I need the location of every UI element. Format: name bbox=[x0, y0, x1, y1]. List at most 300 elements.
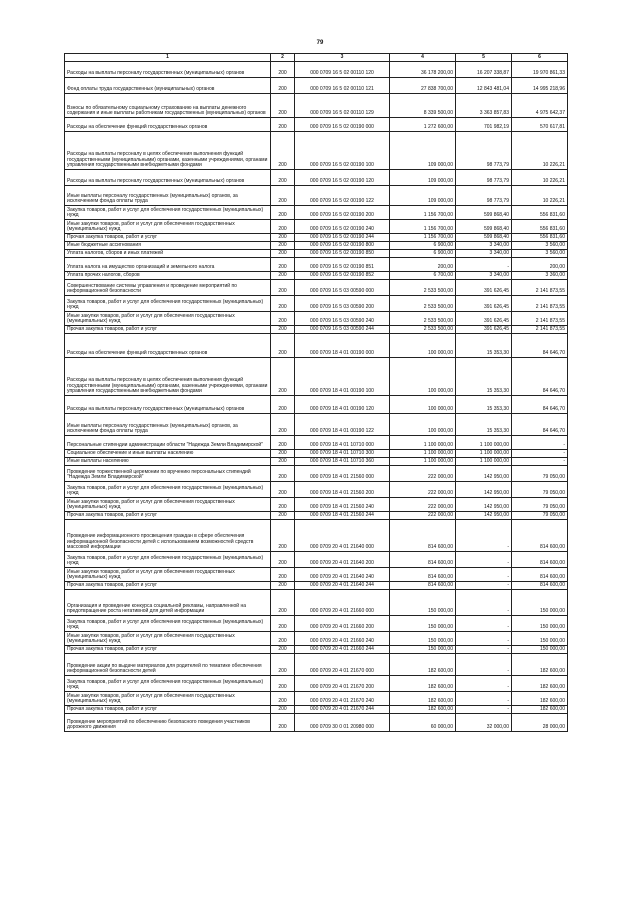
column-header-1: 1 bbox=[65, 54, 271, 62]
row-executed-cell: 1 100 000,00 bbox=[456, 450, 512, 458]
row-approved-cell: 100 000,00 bbox=[390, 414, 456, 436]
row-executed-cell: 15 353,30 bbox=[456, 334, 512, 358]
row-approved-cell: 150 000,00 bbox=[390, 646, 456, 654]
row-name-cell: Социальное обеспечение и иные выплаты населению bbox=[65, 450, 271, 458]
table-row bbox=[65, 552, 568, 568]
row-code-cell: 000 0709 16 5 02 00190 850 bbox=[295, 250, 390, 258]
row-executed-cell: - bbox=[456, 520, 512, 552]
row-column2-cell: 200 bbox=[271, 590, 295, 616]
row-approved-cell: 150 000,00 bbox=[390, 590, 456, 616]
row-name-cell: Закупка товаров, работ и услуг для обеспечения государственных (муниципальных) нужд bbox=[65, 482, 271, 498]
row-executed-cell: 3 340,00 bbox=[456, 242, 512, 250]
row-approved-cell: 100 000,00 bbox=[390, 334, 456, 358]
row-name-cell: Проведение информационного просвещения граждан в сфере обеспечения информационной безопасности детей с использованием возможностей средств массовой информации bbox=[65, 520, 271, 552]
row-name-cell: Иные выплаты населению bbox=[65, 458, 271, 466]
row-code-cell: 000 0709 18 4 01 00190 120 bbox=[295, 396, 390, 414]
table-row bbox=[65, 334, 568, 358]
row-name-cell: Расходы на выплаты персоналу в целях обеспечения выполнения функций государственными (муниципальными) органами, казенными учреждениями, органами управления государственными внебюджетными фондами bbox=[65, 132, 271, 170]
row-unexecuted-cell: 79 050,00 bbox=[512, 482, 568, 498]
row-executed-cell: - bbox=[456, 568, 512, 582]
row-column2-cell: 200 bbox=[271, 692, 295, 706]
row-code-cell: 000 0709 16 5 02 00190 852 bbox=[295, 272, 390, 280]
table-row bbox=[65, 706, 568, 714]
row-approved-cell: 200,00 bbox=[390, 258, 456, 272]
row-code-cell: 000 0709 16 5 02 00190 122 bbox=[295, 186, 390, 206]
row-name-cell: Фонд оплаты труда государственных (муниципальных) органов bbox=[65, 78, 271, 94]
row-column2-cell: 200 bbox=[271, 358, 295, 396]
row-approved-cell: 182 600,00 bbox=[390, 692, 456, 706]
row-approved-cell: 150 000,00 bbox=[390, 632, 456, 646]
row-column2-cell: 200 bbox=[271, 482, 295, 498]
row-code-cell: 000 0709 18 4 01 00190 100 bbox=[295, 358, 390, 396]
row-name-cell: Иные закупки товаров, работ и услуг для обеспечения государственных (муниципальных) нужд bbox=[65, 220, 271, 234]
table-row bbox=[65, 632, 568, 646]
table-row bbox=[65, 646, 568, 654]
row-column2-cell: 200 bbox=[271, 272, 295, 280]
row-approved-cell: 6 900,00 bbox=[390, 242, 456, 250]
row-unexecuted-cell: 2 141 873,55 bbox=[512, 280, 568, 296]
row-name-cell: Иные выплаты персоналу государственных (муниципальных) органов, за исключением фонда оплаты труда bbox=[65, 414, 271, 436]
table-row bbox=[65, 568, 568, 582]
row-name-cell: Закупка товаров, работ и услуг для обеспечения государственных (муниципальных) нужд bbox=[65, 296, 271, 312]
row-executed-cell: 599 868,40 bbox=[456, 206, 512, 220]
table-row bbox=[65, 414, 568, 436]
row-unexecuted-cell: 2 141 873,55 bbox=[512, 326, 568, 334]
row-column2-cell: 200 bbox=[271, 206, 295, 220]
row-code-cell: 000 0709 16 5 02 00110 129 bbox=[295, 94, 390, 118]
row-code-cell: 000 0709 18 4 01 00190 122 bbox=[295, 414, 390, 436]
row-code-cell: 000 0709 16 5 02 00190 244 bbox=[295, 234, 390, 242]
table-row bbox=[65, 220, 568, 234]
table-row bbox=[65, 170, 568, 186]
table-row bbox=[65, 676, 568, 692]
row-unexecuted-cell: 182 600,00 bbox=[512, 706, 568, 714]
column-header-row bbox=[65, 54, 568, 62]
row-unexecuted-cell: 28 000,00 bbox=[512, 714, 568, 732]
row-column2-cell: 200 bbox=[271, 568, 295, 582]
row-column2-cell: 200 bbox=[271, 414, 295, 436]
row-unexecuted-cell: 150 000,00 bbox=[512, 590, 568, 616]
row-name-cell: Уплата прочих налогов, сборов bbox=[65, 272, 271, 280]
table-row bbox=[65, 118, 568, 132]
row-executed-cell: 3 363 857,83 bbox=[456, 94, 512, 118]
row-approved-cell: 100 000,00 bbox=[390, 358, 456, 396]
row-unexecuted-cell: - bbox=[512, 458, 568, 466]
row-column2-cell: 200 bbox=[271, 170, 295, 186]
row-column2-cell: 200 bbox=[271, 552, 295, 568]
row-name-cell: Расходы на выплаты персоналу государственных (муниципальных) органов bbox=[65, 170, 271, 186]
row-approved-cell: 36 178 200,00 bbox=[390, 62, 456, 78]
row-column2-cell: 200 bbox=[271, 512, 295, 520]
row-unexecuted-cell: 556 831,60 bbox=[512, 234, 568, 242]
row-unexecuted-cell: 182 600,00 bbox=[512, 654, 568, 676]
row-code-cell: 000 0709 16 5 02 00190 100 bbox=[295, 132, 390, 170]
table-row bbox=[65, 482, 568, 498]
row-executed-cell: 1 100 000,00 bbox=[456, 458, 512, 466]
row-code-cell: 000 0709 16 5 03 00590 240 bbox=[295, 312, 390, 326]
row-unexecuted-cell: - bbox=[512, 436, 568, 450]
row-unexecuted-cell: 150 000,00 bbox=[512, 632, 568, 646]
table-row bbox=[65, 186, 568, 206]
row-unexecuted-cell: 4 975 642,37 bbox=[512, 94, 568, 118]
row-column2-cell: 200 bbox=[271, 326, 295, 334]
table-row bbox=[65, 62, 568, 78]
row-name-cell: Иные бюджетные ассигнования bbox=[65, 242, 271, 250]
row-executed-cell: - bbox=[456, 706, 512, 714]
row-code-cell: 000 0709 16 5 02 00190 000 bbox=[295, 118, 390, 132]
row-approved-cell: 222 000,00 bbox=[390, 482, 456, 498]
row-column2-cell: 200 bbox=[271, 520, 295, 552]
row-approved-cell: 150 000,00 bbox=[390, 616, 456, 632]
row-approved-cell: 182 600,00 bbox=[390, 676, 456, 692]
table-row bbox=[65, 396, 568, 414]
table-row bbox=[65, 520, 568, 552]
row-column2-cell: 200 bbox=[271, 250, 295, 258]
budget-table bbox=[64, 53, 568, 732]
row-unexecuted-cell: 150 000,00 bbox=[512, 616, 568, 632]
row-column2-cell: 200 bbox=[271, 714, 295, 732]
row-executed-cell: 391 626,45 bbox=[456, 296, 512, 312]
row-code-cell: 000 0709 16 5 02 00110 121 bbox=[295, 78, 390, 94]
table-body bbox=[65, 62, 568, 732]
row-executed-cell: 142 950,00 bbox=[456, 466, 512, 482]
row-approved-cell: 1 272 600,00 bbox=[390, 118, 456, 132]
table-row bbox=[65, 312, 568, 326]
row-unexecuted-cell: 814 600,00 bbox=[512, 520, 568, 552]
row-column2-cell: 200 bbox=[271, 676, 295, 692]
column-header-2: 2 bbox=[271, 54, 295, 62]
row-name-cell: Иные закупки товаров, работ и услуг для обеспечения государственных (муниципальных) нужд bbox=[65, 498, 271, 512]
row-name-cell: Прочая закупка товаров, работ и услуг bbox=[65, 582, 271, 590]
row-executed-cell: 16 207 338,87 bbox=[456, 62, 512, 78]
row-column2-cell: 200 bbox=[271, 132, 295, 170]
column-header-5: 5 bbox=[456, 54, 512, 62]
row-unexecuted-cell: 814 600,00 bbox=[512, 552, 568, 568]
row-executed-cell: 98 773,79 bbox=[456, 186, 512, 206]
row-executed-cell: 1 100 000,00 bbox=[456, 436, 512, 450]
row-name-cell: Прочая закупка товаров, работ и услуг bbox=[65, 706, 271, 714]
row-column2-cell: 200 bbox=[271, 334, 295, 358]
row-code-cell: 000 0709 20 4 01 21660 200 bbox=[295, 616, 390, 632]
row-unexecuted-cell: 10 226,21 bbox=[512, 170, 568, 186]
row-name-cell: Иные закупки товаров, работ и услуг для обеспечения государственных (муниципальных) нужд bbox=[65, 632, 271, 646]
row-name-cell: Проведение акции по выдаче материалов для родителей по тематике обеспечения информационной безопасности детей bbox=[65, 654, 271, 676]
row-executed-cell: - bbox=[456, 646, 512, 654]
row-approved-cell: 182 600,00 bbox=[390, 706, 456, 714]
table-row bbox=[65, 498, 568, 512]
row-code-cell: 000 0709 18 4 01 10710 300 bbox=[295, 450, 390, 458]
table-row bbox=[65, 450, 568, 458]
table-row bbox=[65, 272, 568, 280]
row-name-cell: Прочая закупка товаров, работ и услуг bbox=[65, 326, 271, 334]
row-code-cell: 000 0709 16 5 02 00190 120 bbox=[295, 170, 390, 186]
row-column2-cell: 200 bbox=[271, 118, 295, 132]
row-unexecuted-cell: 3 560,00 bbox=[512, 242, 568, 250]
row-name-cell: Расходы на обеспечение функций государственных органов bbox=[65, 118, 271, 132]
row-code-cell: 000 0709 16 5 02 00190 200 bbox=[295, 206, 390, 220]
row-column2-cell: 200 bbox=[271, 280, 295, 296]
row-code-cell: 000 0709 16 5 02 00110 120 bbox=[295, 62, 390, 78]
row-approved-cell: 2 533 500,00 bbox=[390, 326, 456, 334]
row-name-cell: Персональные стипендии администрации области "Надежда Земли Владимирской" bbox=[65, 436, 271, 450]
row-column2-cell: 200 bbox=[271, 436, 295, 450]
row-approved-cell: 8 339 500,00 bbox=[390, 94, 456, 118]
row-name-cell: Расходы на выплаты персоналу государственных (муниципальных) органов bbox=[65, 396, 271, 414]
row-approved-cell: 814 600,00 bbox=[390, 520, 456, 552]
row-unexecuted-cell: 84 646,70 bbox=[512, 414, 568, 436]
row-executed-cell: - bbox=[456, 692, 512, 706]
row-name-cell: Иные закупки товаров, работ и услуг для обеспечения государственных (муниципальных) нужд bbox=[65, 568, 271, 582]
row-approved-cell: 2 533 500,00 bbox=[390, 296, 456, 312]
row-column2-cell: 200 bbox=[271, 646, 295, 654]
table-row bbox=[65, 590, 568, 616]
row-code-cell: 000 0709 30 0 01 20980 000 bbox=[295, 714, 390, 732]
row-column2-cell: 200 bbox=[271, 186, 295, 206]
row-code-cell: 000 0709 18 4 01 10710 360 bbox=[295, 458, 390, 466]
row-code-cell: 000 0709 16 5 03 00590 244 bbox=[295, 326, 390, 334]
row-unexecuted-cell: 79 050,00 bbox=[512, 512, 568, 520]
row-code-cell: 000 0709 16 5 03 00590 000 bbox=[295, 280, 390, 296]
row-name-cell: Прочая закупка товаров, работ и услуг bbox=[65, 512, 271, 520]
row-executed-cell: 15 353,30 bbox=[456, 414, 512, 436]
row-name-cell: Уплата налогов, сборов и иных платежей bbox=[65, 250, 271, 258]
row-executed-cell: 3 340,00 bbox=[456, 250, 512, 258]
row-column2-cell: 200 bbox=[271, 654, 295, 676]
row-unexecuted-cell: 200,00 bbox=[512, 258, 568, 272]
row-unexecuted-cell: 79 050,00 bbox=[512, 466, 568, 482]
row-executed-cell: 391 626,45 bbox=[456, 326, 512, 334]
row-approved-cell: 222 000,00 bbox=[390, 512, 456, 520]
column-header-4: 4 bbox=[390, 54, 456, 62]
row-code-cell: 000 0709 16 5 02 00190 800 bbox=[295, 242, 390, 250]
row-unexecuted-cell: 84 646,70 bbox=[512, 358, 568, 396]
row-name-cell: Взносы по обязательному социальному страхованию на выплаты денежного содержания и иные выплаты работникам государственных (муниципальных) органов bbox=[65, 94, 271, 118]
row-approved-cell: 814 600,00 bbox=[390, 568, 456, 582]
row-unexecuted-cell: 10 226,21 bbox=[512, 186, 568, 206]
row-unexecuted-cell: 182 600,00 bbox=[512, 676, 568, 692]
table-row bbox=[65, 616, 568, 632]
row-name-cell: Закупка товаров, работ и услуг для обеспечения государственных (муниципальных) нужд bbox=[65, 676, 271, 692]
row-executed-cell: 391 626,45 bbox=[456, 280, 512, 296]
row-unexecuted-cell: 556 831,60 bbox=[512, 220, 568, 234]
row-column2-cell: 200 bbox=[271, 78, 295, 94]
row-executed-cell: 15 353,30 bbox=[456, 358, 512, 396]
row-unexecuted-cell: 79 050,00 bbox=[512, 498, 568, 512]
row-approved-cell: 182 600,00 bbox=[390, 654, 456, 676]
row-approved-cell: 2 533 500,00 bbox=[390, 312, 456, 326]
row-approved-cell: 814 600,00 bbox=[390, 582, 456, 590]
row-code-cell: 000 0709 20 4 01 21640 240 bbox=[295, 568, 390, 582]
row-unexecuted-cell: 570 617,81 bbox=[512, 118, 568, 132]
row-code-cell: 000 0709 18 4 01 00190 000 bbox=[295, 334, 390, 358]
row-executed-cell: 599 868,40 bbox=[456, 220, 512, 234]
row-executed-cell: - bbox=[456, 632, 512, 646]
row-executed-cell: - bbox=[456, 676, 512, 692]
row-column2-cell: 200 bbox=[271, 296, 295, 312]
row-approved-cell: 6 700,00 bbox=[390, 272, 456, 280]
row-executed-cell: 599 868,40 bbox=[456, 234, 512, 242]
row-column2-cell: 200 bbox=[271, 258, 295, 272]
row-column2-cell: 200 bbox=[271, 220, 295, 234]
table-row bbox=[65, 94, 568, 118]
row-name-cell: Расходы на обеспечение функций государственных органов bbox=[65, 334, 271, 358]
table-row bbox=[65, 258, 568, 272]
row-name-cell: Закупка товаров, работ и услуг для обеспечения государственных (муниципальных) нужд bbox=[65, 552, 271, 568]
row-executed-cell: 32 000,00 bbox=[456, 714, 512, 732]
row-column2-cell: 200 bbox=[271, 94, 295, 118]
row-executed-cell: 142 950,00 bbox=[456, 482, 512, 498]
row-name-cell: Закупка товаров, работ и услуг для обеспечения государственных (муниципальных) нужд bbox=[65, 206, 271, 220]
table-row bbox=[65, 436, 568, 450]
row-approved-cell: 1 100 000,00 bbox=[390, 458, 456, 466]
row-code-cell: 000 0709 20 4 01 21670 244 bbox=[295, 706, 390, 714]
row-code-cell: 000 0709 20 4 01 21670 000 bbox=[295, 654, 390, 676]
table-row bbox=[65, 132, 568, 170]
row-code-cell: 000 0709 16 5 02 00190 851 bbox=[295, 258, 390, 272]
row-approved-cell: 109 000,00 bbox=[390, 170, 456, 186]
row-code-cell: 000 0709 20 4 01 21660 000 bbox=[295, 590, 390, 616]
table-row bbox=[65, 250, 568, 258]
row-executed-cell: 98 773,79 bbox=[456, 170, 512, 186]
row-column2-cell: 200 bbox=[271, 62, 295, 78]
row-approved-cell: 1 100 000,00 bbox=[390, 436, 456, 450]
row-unexecuted-cell: 150 000,00 bbox=[512, 646, 568, 654]
table-row bbox=[65, 458, 568, 466]
row-code-cell: 000 0709 18 4 01 21560 200 bbox=[295, 482, 390, 498]
row-name-cell: Организация и проведение конкурса социальной рекламы, направленной на предотвращение роста негативной для детей информации bbox=[65, 590, 271, 616]
table-row bbox=[65, 714, 568, 732]
row-column2-cell: 200 bbox=[271, 234, 295, 242]
row-unexecuted-cell: 814 600,00 bbox=[512, 582, 568, 590]
column-header-6: 6 bbox=[512, 54, 568, 62]
row-column2-cell: 200 bbox=[271, 498, 295, 512]
table-row bbox=[65, 582, 568, 590]
row-approved-cell: 814 600,00 bbox=[390, 552, 456, 568]
row-name-cell: Иные закупки товаров, работ и услуг для обеспечения государственных (муниципальных) нужд bbox=[65, 692, 271, 706]
row-name-cell: Прочая закупка товаров, работ и услуг bbox=[65, 646, 271, 654]
table-row bbox=[65, 242, 568, 250]
column-header-3: 3 bbox=[295, 54, 390, 62]
row-code-cell: 000 0709 18 4 01 10710 000 bbox=[295, 436, 390, 450]
table-row bbox=[65, 358, 568, 396]
row-unexecuted-cell: 556 831,60 bbox=[512, 206, 568, 220]
row-column2-cell: 200 bbox=[271, 582, 295, 590]
row-code-cell: 000 0709 16 5 03 00590 200 bbox=[295, 296, 390, 312]
row-executed-cell: 142 950,00 bbox=[456, 498, 512, 512]
table-row bbox=[65, 692, 568, 706]
row-name-cell: Уплата налога на имущество организаций и земельного налога bbox=[65, 258, 271, 272]
row-unexecuted-cell: 84 646,70 bbox=[512, 334, 568, 358]
table-row bbox=[65, 234, 568, 242]
row-code-cell: 000 0709 20 4 01 21640 244 bbox=[295, 582, 390, 590]
row-code-cell: 000 0709 20 4 01 21670 200 bbox=[295, 676, 390, 692]
row-executed-cell: - bbox=[456, 582, 512, 590]
row-approved-cell: 1 156 700,00 bbox=[390, 206, 456, 220]
row-unexecuted-cell: 10 226,21 bbox=[512, 132, 568, 170]
row-name-cell: Закупка товаров, работ и услуг для обеспечения государственных (муниципальных) нужд bbox=[65, 616, 271, 632]
table-row bbox=[65, 78, 568, 94]
table-row bbox=[65, 280, 568, 296]
row-executed-cell: 142 950,00 bbox=[456, 512, 512, 520]
table-row bbox=[65, 296, 568, 312]
row-unexecuted-cell: - bbox=[512, 450, 568, 458]
row-approved-cell: 222 000,00 bbox=[390, 498, 456, 512]
row-name-cell: Прочая закупка товаров, работ и услуг bbox=[65, 234, 271, 242]
table-row bbox=[65, 466, 568, 482]
row-approved-cell: 1 100 000,00 bbox=[390, 450, 456, 458]
row-code-cell: 000 0709 18 4 01 21560 000 bbox=[295, 466, 390, 482]
row-approved-cell: 109 000,00 bbox=[390, 132, 456, 170]
table-row bbox=[65, 654, 568, 676]
row-executed-cell: 15 353,30 bbox=[456, 396, 512, 414]
row-approved-cell: 60 000,00 bbox=[390, 714, 456, 732]
row-name-cell: Проведение мероприятий по обеспечению безопасного поведения участников дорожного движения bbox=[65, 714, 271, 732]
row-unexecuted-cell: 14 995 218,96 bbox=[512, 78, 568, 94]
row-executed-cell: - bbox=[456, 654, 512, 676]
row-name-cell: Проведение торжественной церемонии по вручению персональных стипендий "Надежда Земли Владимирской" bbox=[65, 466, 271, 482]
row-unexecuted-cell: 84 646,70 bbox=[512, 396, 568, 414]
row-code-cell: 000 0709 18 4 01 21560 244 bbox=[295, 512, 390, 520]
row-code-cell: 000 0709 18 4 01 21560 240 bbox=[295, 498, 390, 512]
row-code-cell: 000 0709 20 4 01 21670 240 bbox=[295, 692, 390, 706]
row-column2-cell: 200 bbox=[271, 396, 295, 414]
row-approved-cell: 6 900,00 bbox=[390, 250, 456, 258]
row-name-cell: Иные закупки товаров, работ и услуг для обеспечения государственных (муниципальных) нужд bbox=[65, 312, 271, 326]
row-code-cell: 000 0709 20 4 01 21640 000 bbox=[295, 520, 390, 552]
row-column2-cell: 200 bbox=[271, 312, 295, 326]
row-code-cell: 000 0709 20 4 01 21640 200 bbox=[295, 552, 390, 568]
row-name-cell: Расходы на выплаты персоналу государственных (муниципальных) органов bbox=[65, 62, 271, 78]
row-name-cell: Совершенствование системы управления и проведение мероприятий по информационной безопасности bbox=[65, 280, 271, 296]
row-name-cell: Иные выплаты персоналу государственных (муниципальных) органов, за исключением фонда оплаты труда bbox=[65, 186, 271, 206]
table-row bbox=[65, 326, 568, 334]
row-column2-cell: 200 bbox=[271, 616, 295, 632]
row-column2-cell: 200 bbox=[271, 466, 295, 482]
row-approved-cell: 222 000,00 bbox=[390, 466, 456, 482]
row-executed-cell: - bbox=[456, 590, 512, 616]
row-approved-cell: 1 156 700,00 bbox=[390, 220, 456, 234]
row-executed-cell: 3 340,00 bbox=[456, 272, 512, 280]
row-column2-cell: 200 bbox=[271, 450, 295, 458]
table-row bbox=[65, 512, 568, 520]
row-executed-cell: 391 626,45 bbox=[456, 312, 512, 326]
row-approved-cell: 1 156 700,00 bbox=[390, 234, 456, 242]
row-unexecuted-cell: 3 360,00 bbox=[512, 272, 568, 280]
row-unexecuted-cell: 814 600,00 bbox=[512, 568, 568, 582]
row-code-cell: 000 0709 16 5 02 00190 240 bbox=[295, 220, 390, 234]
row-code-cell: 000 0709 20 4 01 21660 240 bbox=[295, 632, 390, 646]
row-approved-cell: 27 838 700,00 bbox=[390, 78, 456, 94]
row-column2-cell: 200 bbox=[271, 632, 295, 646]
row-executed-cell: - bbox=[456, 258, 512, 272]
row-column2-cell: 200 bbox=[271, 242, 295, 250]
row-unexecuted-cell: 2 141 873,55 bbox=[512, 312, 568, 326]
row-column2-cell: 200 bbox=[271, 458, 295, 466]
row-column2-cell: 200 bbox=[271, 706, 295, 714]
row-name-cell: Расходы на выплаты персоналу в целях обеспечения выполнения функций государственными (муниципальными) органами, казенными учреждениями, органами управления государственными внебюджетными фондами bbox=[65, 358, 271, 396]
page-number: 79 bbox=[316, 40, 324, 46]
row-unexecuted-cell: 3 560,00 bbox=[512, 250, 568, 258]
row-executed-cell: 12 843 481,04 bbox=[456, 78, 512, 94]
row-unexecuted-cell: 2 141 873,55 bbox=[512, 296, 568, 312]
row-code-cell: 000 0709 20 4 01 21660 244 bbox=[295, 646, 390, 654]
row-approved-cell: 2 533 500,00 bbox=[390, 280, 456, 296]
table-row bbox=[65, 206, 568, 220]
row-executed-cell: - bbox=[456, 552, 512, 568]
row-executed-cell: 98 773,79 bbox=[456, 132, 512, 170]
row-unexecuted-cell: 19 970 861,33 bbox=[512, 62, 568, 78]
row-unexecuted-cell: 182 600,00 bbox=[512, 692, 568, 706]
